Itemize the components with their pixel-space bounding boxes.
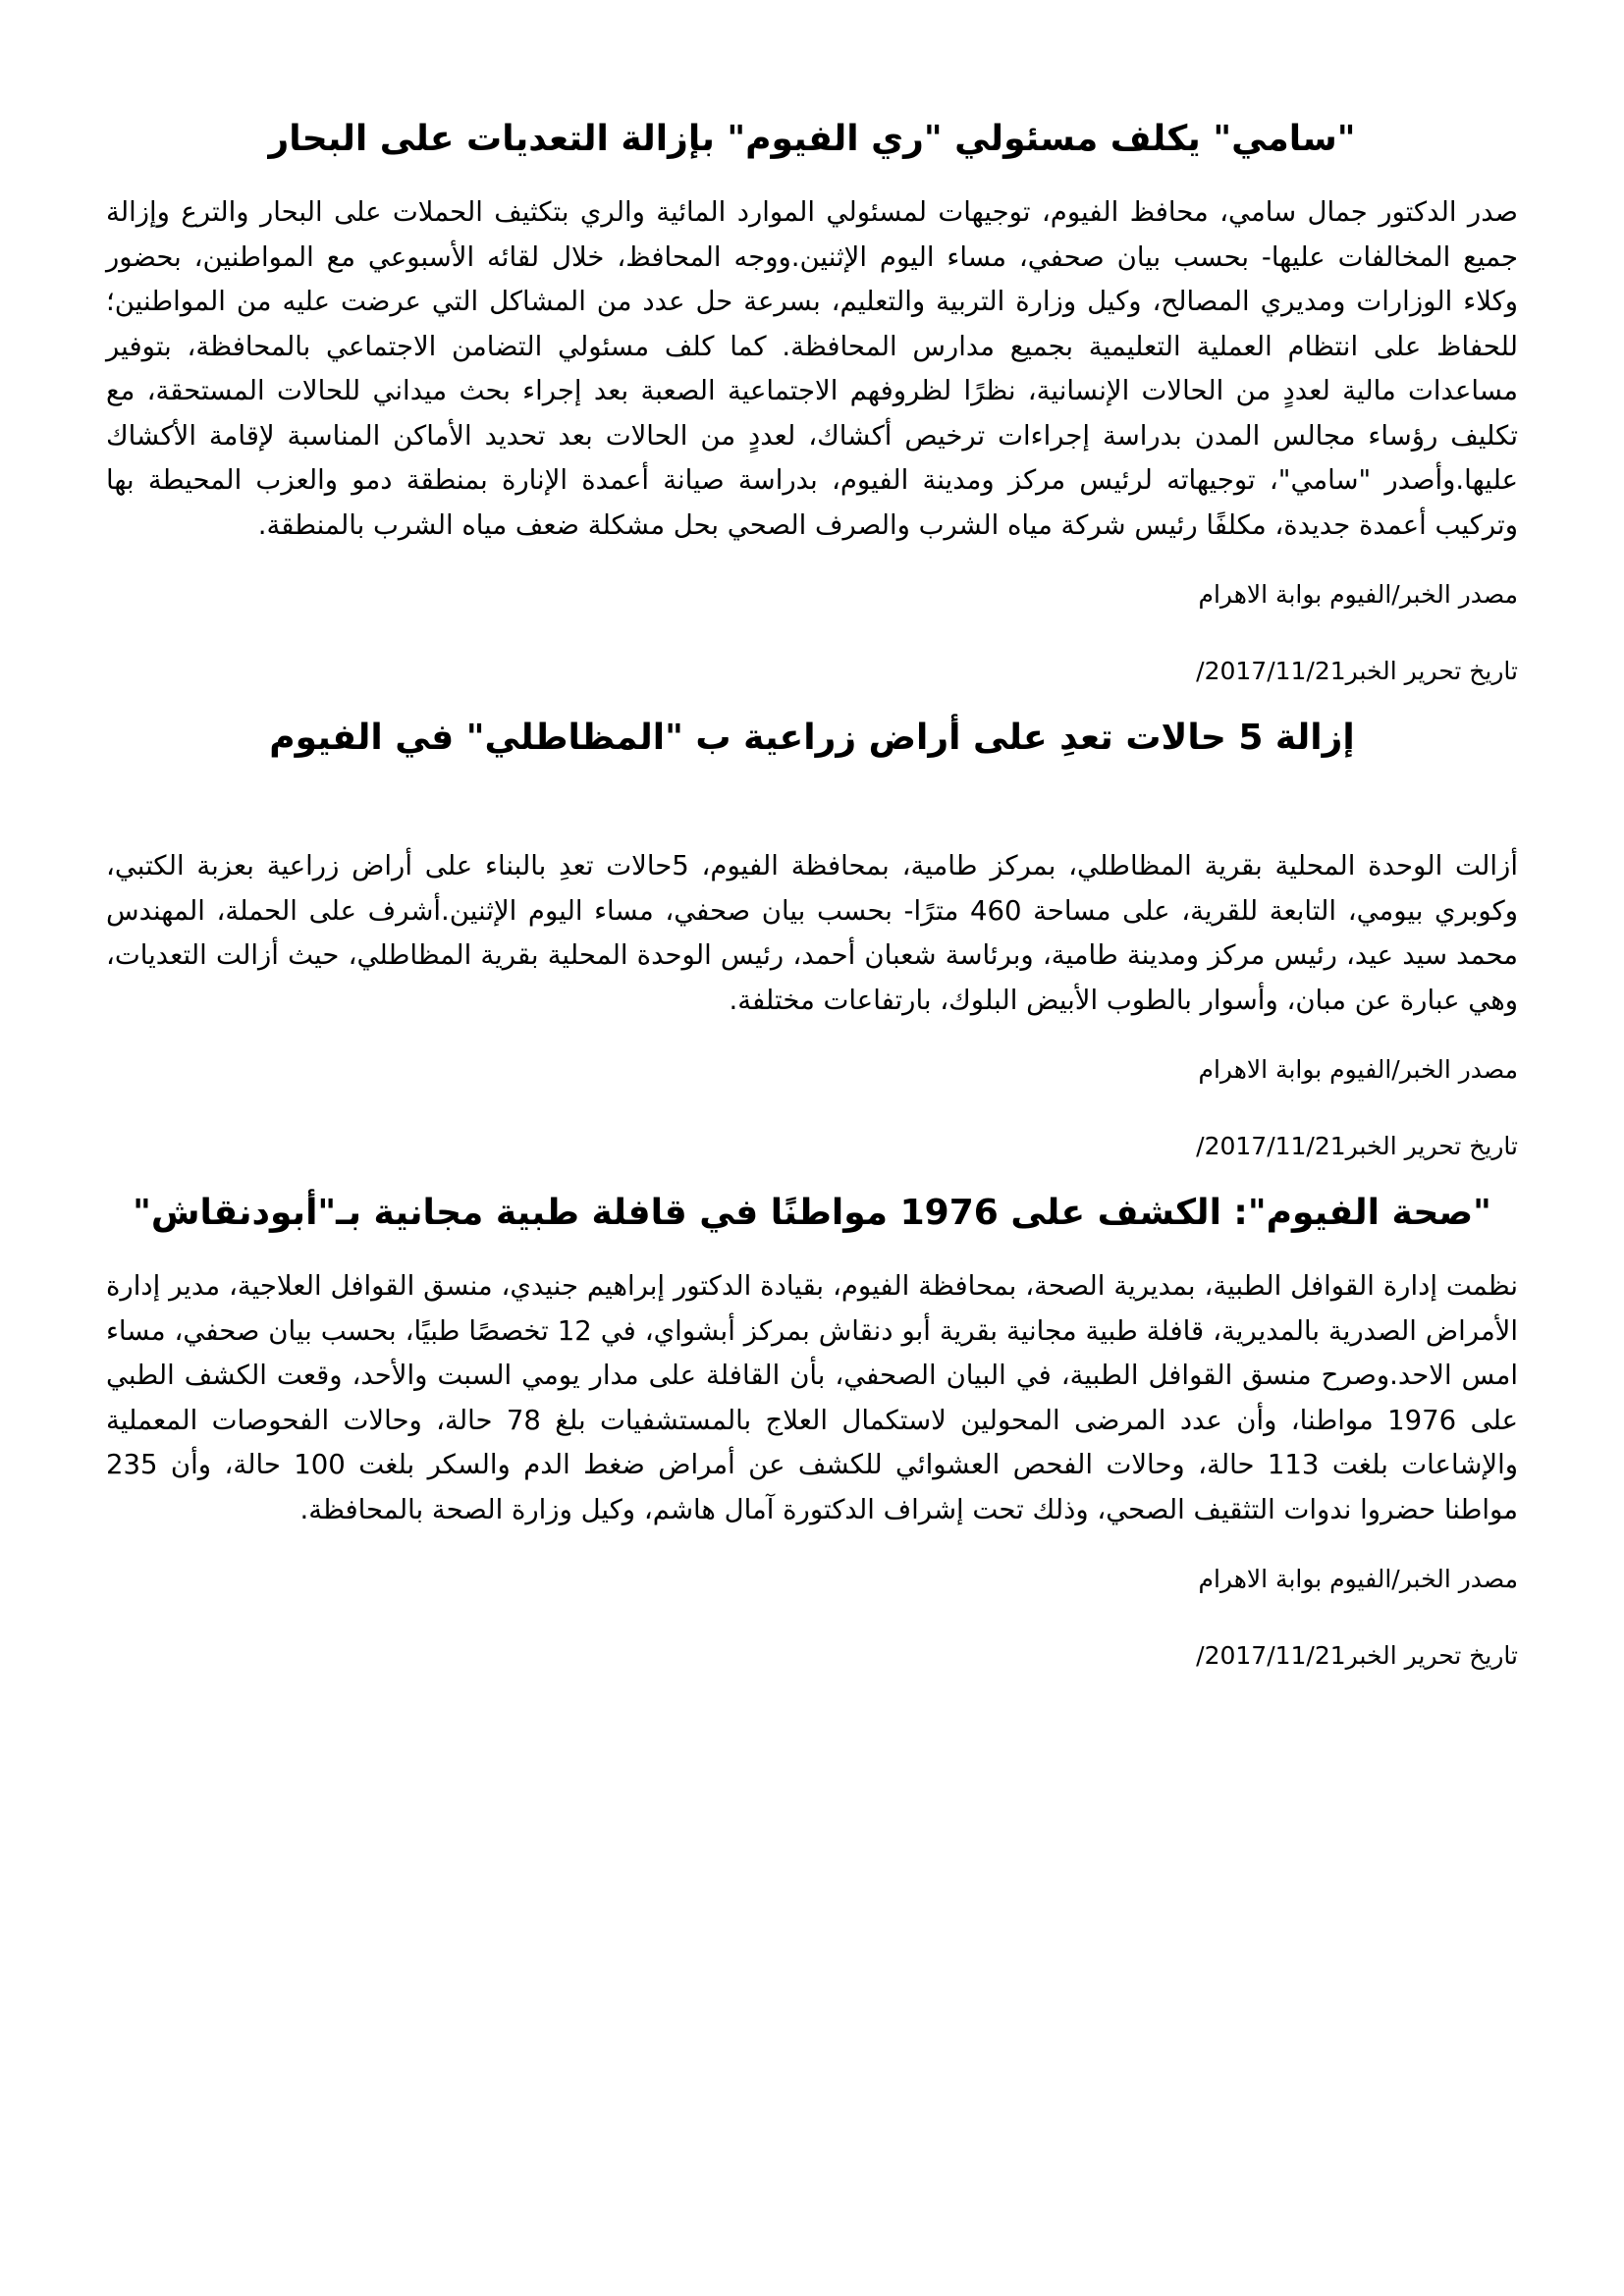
news-article <box>106 1184 1518 1676</box>
article-source: مصدر الخبر/الفيوم بوابة الاهرام <box>1198 1565 1518 1593</box>
news-article <box>106 709 1518 1166</box>
article-source: مصدر الخبر/الفيوم بوابة الاهرام <box>1198 580 1518 609</box>
article-body: صدر الدكتور جمال سامي، محافظ الفيوم، توجيهات لمسئولي الموارد المائية والري بتكثيف الحملات على البحار والترع وإزالة جميع المخالفات عليها- بحسب بيان صحفي، مساء اليوم الإثنين.ووجه المحافظ، خلال لقائه الأسبوعي مع المواطنين، بحضور وكلاء الوزارات ومديري المصالح، وكيل وزارة التربية والتعليم، بسرعة حل عدد من المشاكل التي عرضت عليه من المواطنين؛ للحفاظ على انتظام العملية التعليمية بجميع مدارس المحافظة. كما كلف مسئولي التضامن الاجتماعي بالمحافظة، بتوفير مساعدات مالية لعددٍ من الحالات الإنسانية، نظرًا لظروفهم الاجتماعية الصعبة بعد إجراء بحث ميداني للحالات المستحقة، مع تكليف رؤساء مجالس المدن بدراسة إجراءات ترخيص أكشاك، لعددٍ من الحالات بعد تحديد الأماكن المناسبة لإقامة الأكشاك عليها.وأصدر "سامي"، توجيهاته لرئيس مركز ومدينة الفيوم، بدراسة صيانة أعمدة الإنارة بمنطقة دمو والعزب المحيطة بها وتركيب أعمدة جديدة، مكلفًا رئيس شركة مياه الشرب والصرف الصحي بحل مشكلة ضعف مياه الشرب بالمنطقة. <box>106 196 1518 541</box>
article-date: تاريخ تحرير الخبر2017/11/21/ <box>1196 657 1518 685</box>
article-source: مصدر الخبر/الفيوم بوابة الاهرام <box>1198 1055 1518 1084</box>
article-date: تاريخ تحرير الخبر2017/11/21/ <box>1196 1132 1518 1160</box>
article-headline: "صحة الفيوم": الكشف على 1976 مواطنًا في قافلة طبية مجانية بـ"أبودنقاش" <box>133 1193 1491 1233</box>
article-date: تاريخ تحرير الخبر2017/11/21/ <box>1196 1641 1518 1670</box>
article-body: نظمت إدارة القوافل الطبية، بمديرية الصحة، بمحافظة الفيوم، بقيادة الدكتور إبراهيم جنيدي، منسق القوافل العلاجية، مدير إدارة الأمراض الصدرية بالمديرية، قافلة طبية مجانية بقرية أبو دنقاش بمركز أبشواي، في 12 تخصصًا طبيًا، بحسب بيان صحفي، مساء امس الاحد.وصرح منسق القوافل الطبية، في البيان الصحفي، بأن القافلة على مدار يومي السبت والأحد، وقعت الكشف الطبي على 1976 مواطنا، وأن عدد المرضى المحولين لاستكمال العلاج بالمستشفيات بلغ 78 حالة، وحالات الفحوصات المعملية والإشاعات بلغت 113 حالة، وحالات الفحص العشوائي للكشف عن أمراض ضغط الدم والسكر بلغت 100 حالة، وأن 235 مواطنا حضروا ندوات التثقيف الصحي، وذلك تحت إشراف الدكتورة آمال هاشم، وكيل وزارة الصحة بالمحافظة. <box>106 1270 1518 1525</box>
article-headline: إزالة 5 حالات تعدِ على أراض زراعية ب "المظاطلي" في الفيوم <box>269 718 1355 758</box>
article-headline: "سامي" يكلف مسئولي "ري الفيوم" بإزالة التعديات على البحار <box>268 119 1356 159</box>
news-article <box>106 110 1518 691</box>
article-body: أزالت الوحدة المحلية بقرية المظاطلي، بمركز طامية، بمحافظة الفيوم، 5حالات تعدِ بالبناء على أراض زراعية بعزبة الكتبي، وكوبري بيومي، التابعة للقرية، على مساحة 460 مترًا- بحسب بيان صحفي، مساء اليوم الإثنين.أشرف على الحملة، المهندس محمد سيد عيد، رئيس مركز ومدينة طامية، وبرئاسة شعبان أحمد، رئيس الوحدة المحلية بقرية المظاطلي، حيث أزالت التعديات، وهي عبارة عن مبان، وأسوار بالطوب الأبيض البلوك، بارتفاعات مختلفة. <box>106 850 1518 1016</box>
